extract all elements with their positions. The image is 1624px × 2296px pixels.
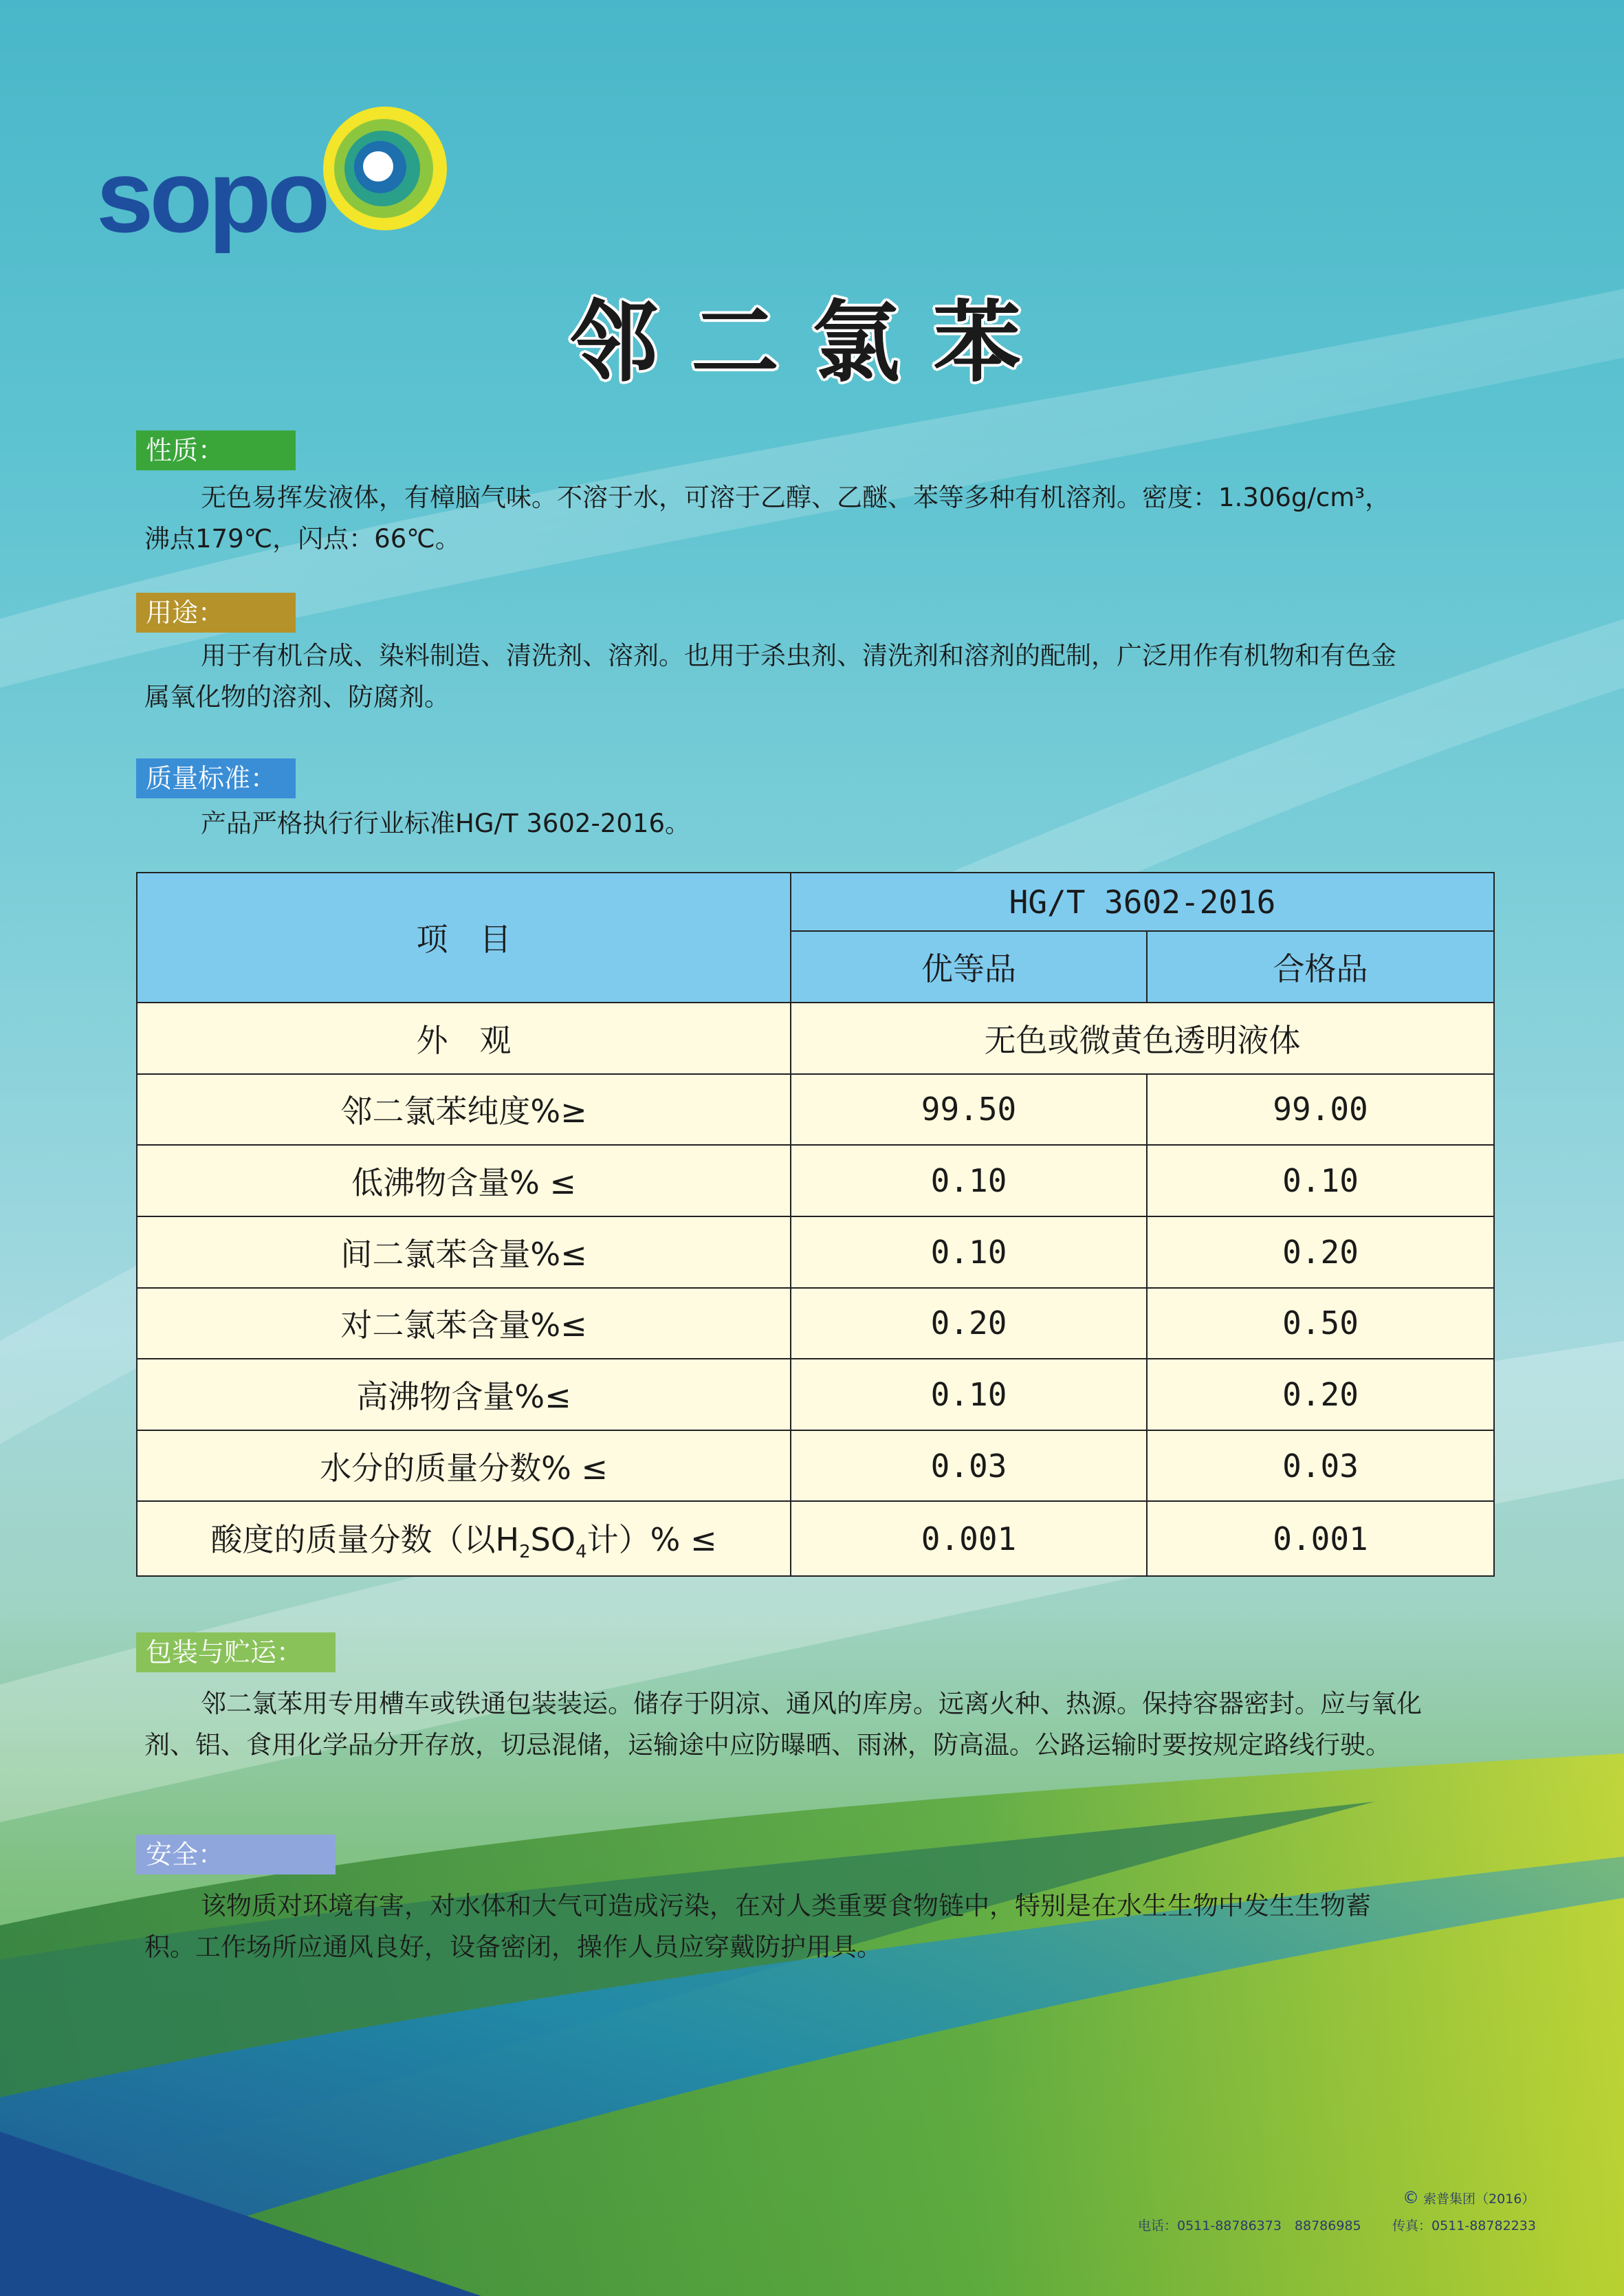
logo-text: sopo: [96, 138, 327, 254]
spec-table: [136, 872, 1495, 1577]
header-item: 项 目: [137, 873, 791, 1003]
standard-text: 产品严格执行行业标准HG/T 3602-2016。: [201, 809, 690, 838]
row-grade-qualified: 0.001: [1147, 1501, 1494, 1576]
table-row: [137, 1359, 1494, 1430]
table-header-row: [137, 873, 1494, 931]
row-grade-qualified: 0.10: [1147, 1145, 1494, 1216]
row-item: 间二氯苯含量%≤: [137, 1216, 791, 1288]
copyright-icon: ©: [1403, 2188, 1419, 2207]
packaging-line-1: 邻二氯苯用专用槽车或铁通包装装运。储存于阴凉、通风的库房。远离火种、热源。保持容器密封。应与氧化: [201, 1689, 1422, 1718]
row-grade-qualified: 0.20: [1147, 1216, 1494, 1288]
copyright-text: 索普集团（2016）: [1423, 2191, 1535, 2207]
appearance-value: 无色或微黄色透明液体: [791, 1003, 1494, 1074]
acid-row-item: [137, 1501, 791, 1576]
appearance-label: 外 观: [137, 1003, 791, 1074]
acid-item-prefix: 酸度的质量分数（以H: [210, 1521, 520, 1559]
table-row: [137, 1145, 1494, 1216]
footer-copyright: [1403, 2188, 1535, 2207]
brand-logo: [96, 103, 447, 254]
row-grade-qualified: 0.20: [1147, 1359, 1494, 1430]
row-grade-premium: 0.20: [791, 1288, 1147, 1359]
row-grade-qualified: 0.03: [1147, 1430, 1494, 1502]
table-row: [137, 1216, 1494, 1288]
properties-line-2: 沸点179℃，闪点：66℃。: [144, 524, 461, 554]
row-item: 邻二氯苯纯度%≥: [137, 1074, 791, 1146]
footer-phone: 电话：0511-88786373 88786985: [1138, 2218, 1361, 2233]
row-grade-qualified: 99.00: [1147, 1074, 1494, 1146]
footer-fax: 传真：0511-88782233: [1392, 2218, 1536, 2233]
row-grade-premium: 0.10: [791, 1359, 1147, 1430]
safety-line-2: 积。工作场所应通风良好，设备密闭，操作人员应穿戴防护用具。: [144, 1932, 882, 1962]
header-grade-qualified: 合格品: [1147, 931, 1494, 1003]
properties-line-1: 无色易挥发液体，有樟脑气味。不溶于水，可溶于乙醇、乙醚、苯等多种有机溶剂。密度：1.306g/cm³，: [201, 483, 1391, 512]
acid-item-suffix: 计）% ≤: [586, 1521, 717, 1559]
row-item: 水分的质量分数% ≤: [137, 1430, 791, 1502]
table-row: [137, 1430, 1494, 1502]
usage-line-2: 属氧化物的溶剂、防腐剂。: [144, 682, 450, 712]
row-grade-premium: 0.001: [791, 1501, 1147, 1576]
row-item: 对二氯苯含量%≤: [137, 1288, 791, 1359]
packaging-line-2: 剂、铝、食用化学品分开存放，切忌混储，运输途中应防曝晒、雨淋，防高温。公路运输时要按规定路线行驶。: [144, 1730, 1391, 1760]
table-row: [137, 1288, 1494, 1359]
table-row-acidity: [137, 1501, 1494, 1576]
row-grade-premium: 0.10: [791, 1216, 1147, 1288]
table-row: [137, 1074, 1494, 1146]
section-label-safety: 安全：: [136, 1835, 336, 1874]
row-grade-premium: 0.03: [791, 1430, 1147, 1502]
section-label-standard: 质量标准：: [136, 758, 296, 798]
acid-sub-4: 4: [575, 1542, 587, 1563]
header-grade-premium: 优等品: [791, 931, 1147, 1003]
usage-line-1: 用于有机合成、染料制造、清洗剂、溶剂。也用于杀虫剂、清洗剂和溶剂的配制，广泛用作有机物和有色金: [201, 641, 1396, 670]
safety-line-1: 该物质对环境有害，对水体和大气可造成污染，在对人类重要食物链中，特别是在水生生物中发生生物蓄: [201, 1891, 1371, 1921]
section-label-packaging: 包装与贮运：: [136, 1632, 336, 1672]
row-grade-premium: 0.10: [791, 1145, 1147, 1216]
page-title: 邻二氯苯: [569, 292, 1054, 394]
row-grade-premium: 99.50: [791, 1074, 1147, 1146]
section-label-properties: 性质：: [136, 430, 296, 470]
row-item: 高沸物含量%≤: [137, 1359, 791, 1430]
header-standard: HG/T 3602-2016: [791, 873, 1494, 931]
acid-item-mid: SO: [530, 1521, 576, 1559]
table-row-appearance: [137, 1003, 1494, 1074]
section-label-usage: 用途：: [136, 593, 296, 633]
row-item: 低沸物含量% ≤: [137, 1145, 791, 1216]
row-grade-qualified: 0.50: [1147, 1288, 1494, 1359]
acid-sub-2: 2: [519, 1542, 531, 1563]
